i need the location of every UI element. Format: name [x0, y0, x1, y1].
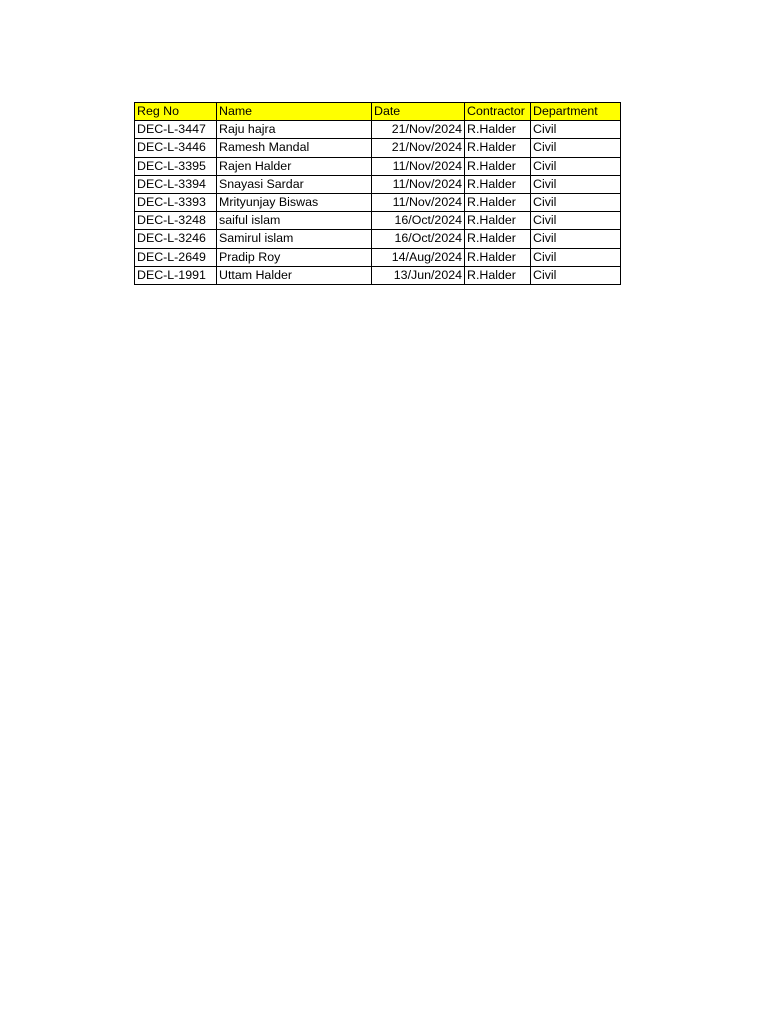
table-row	[135, 175, 621, 193]
cell-department: Civil	[531, 266, 621, 284]
cell-reg-no: DEC-L-3447	[135, 121, 217, 139]
cell-department: Civil	[531, 230, 621, 248]
table-row	[135, 193, 621, 211]
cell-name: Pradip Roy	[217, 248, 372, 266]
cell-department: Civil	[531, 193, 621, 211]
header-date: Date	[372, 103, 465, 121]
cell-contractor: R.Halder	[465, 157, 531, 175]
cell-department: Civil	[531, 157, 621, 175]
header-department: Department	[531, 103, 621, 121]
header-name: Name	[217, 103, 372, 121]
cell-date: 13/Jun/2024	[372, 266, 465, 284]
cell-date: 21/Nov/2024	[372, 121, 465, 139]
cell-reg-no: DEC-L-3395	[135, 157, 217, 175]
cell-date: 14/Aug/2024	[372, 248, 465, 266]
cell-name: saiful islam	[217, 212, 372, 230]
cell-contractor: R.Halder	[465, 212, 531, 230]
table-row	[135, 212, 621, 230]
cell-date: 16/Oct/2024	[372, 212, 465, 230]
cell-contractor: R.Halder	[465, 248, 531, 266]
header-contractor: Contractor	[465, 103, 531, 121]
cell-date: 11/Nov/2024	[372, 193, 465, 211]
table-row	[135, 157, 621, 175]
cell-name: Uttam Halder	[217, 266, 372, 284]
cell-department: Civil	[531, 139, 621, 157]
cell-reg-no: DEC-L-3393	[135, 193, 217, 211]
registration-table	[134, 102, 621, 285]
table-row	[135, 248, 621, 266]
cell-department: Civil	[531, 175, 621, 193]
cell-contractor: R.Halder	[465, 175, 531, 193]
cell-name: Raju hajra	[217, 121, 372, 139]
cell-contractor: R.Halder	[465, 230, 531, 248]
cell-reg-no: DEC-L-3246	[135, 230, 217, 248]
cell-name: Mrityunjay Biswas	[217, 193, 372, 211]
cell-name: Snayasi Sardar	[217, 175, 372, 193]
table-row	[135, 121, 621, 139]
cell-department: Civil	[531, 212, 621, 230]
cell-contractor: R.Halder	[465, 139, 531, 157]
cell-reg-no: DEC-L-3394	[135, 175, 217, 193]
cell-reg-no: DEC-L-2649	[135, 248, 217, 266]
cell-contractor: R.Halder	[465, 121, 531, 139]
header-reg-no: Reg No	[135, 103, 217, 121]
cell-department: Civil	[531, 121, 621, 139]
table-row	[135, 139, 621, 157]
cell-date: 11/Nov/2024	[372, 157, 465, 175]
cell-date: 11/Nov/2024	[372, 175, 465, 193]
cell-reg-no: DEC-L-1991	[135, 266, 217, 284]
cell-date: 16/Oct/2024	[372, 230, 465, 248]
cell-name: Ramesh Mandal	[217, 139, 372, 157]
cell-reg-no: DEC-L-3248	[135, 212, 217, 230]
cell-contractor: R.Halder	[465, 266, 531, 284]
cell-name: Rajen Halder	[217, 157, 372, 175]
table-row	[135, 230, 621, 248]
cell-reg-no: DEC-L-3446	[135, 139, 217, 157]
cell-date: 21/Nov/2024	[372, 139, 465, 157]
cell-contractor: R.Halder	[465, 193, 531, 211]
cell-name: Samirul islam	[217, 230, 372, 248]
cell-department: Civil	[531, 248, 621, 266]
table-row	[135, 266, 621, 284]
table-header-row	[135, 103, 621, 121]
